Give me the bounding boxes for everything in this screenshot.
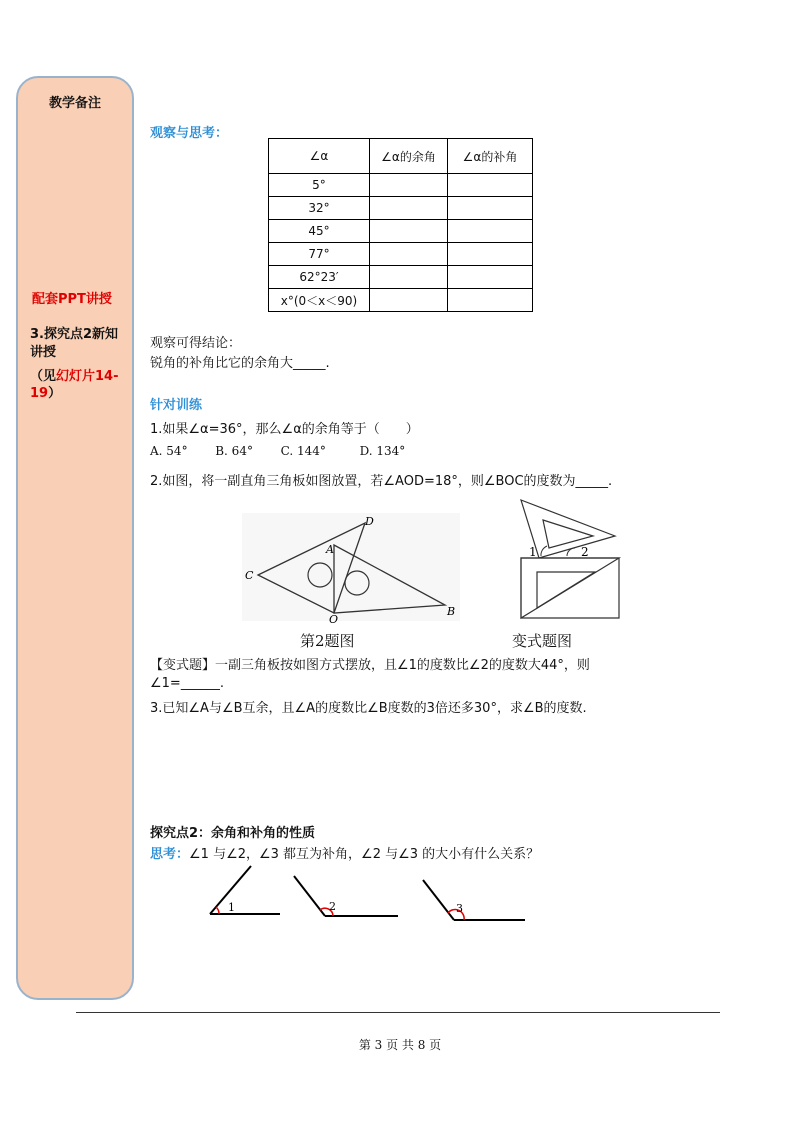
table-cell-blank	[370, 266, 448, 289]
angle-table	[268, 138, 533, 312]
label-a: A	[326, 543, 334, 556]
slide-ref-close: ）	[48, 386, 62, 401]
variant-figure-caption: 变式题图	[512, 632, 573, 650]
table-cell-blank	[448, 197, 533, 220]
page-footer: 第 3 页 共 8 页	[358, 1038, 442, 1052]
label-d: D	[365, 515, 374, 528]
option-d: D. 134°	[359, 444, 406, 458]
table-cell: 32°	[269, 197, 370, 220]
table-row	[269, 266, 533, 289]
slide-ref-slides: 幻灯片14-19	[30, 369, 119, 401]
label-o: O	[329, 613, 339, 625]
table-cell: x°(0＜x＜90)	[269, 289, 370, 312]
table-cell: 45°	[269, 220, 370, 243]
section-label: 3.探究点2新知讲授	[30, 327, 119, 360]
angle-2-diagram	[294, 876, 398, 916]
table-cell-blank	[448, 220, 533, 243]
angle-1-diagram	[210, 866, 280, 914]
table-cell-blank	[370, 289, 448, 312]
table-cell-blank	[370, 243, 448, 266]
table-cell: 62°23′	[269, 266, 370, 289]
angle-diagrams	[205, 862, 535, 932]
angle-3-label: 3	[456, 902, 463, 915]
label-c: C	[245, 569, 254, 582]
q1-options	[150, 444, 405, 458]
question-1: 1.如果∠α=36°，那么∠α的余角等于（ ）	[150, 422, 419, 437]
slide-reference	[30, 368, 130, 402]
angle-2-label: 2	[329, 900, 336, 913]
angle-1-arc	[216, 907, 219, 914]
explore-heading: 探究点2：余角和补角的性质	[150, 826, 316, 841]
table-cell-blank	[370, 174, 448, 197]
sidebar-title: 教学备注	[48, 96, 101, 111]
table-header: ∠α	[269, 139, 370, 174]
table-cell-blank	[448, 266, 533, 289]
table-row	[269, 174, 533, 197]
option-b: B. 64°	[215, 444, 253, 458]
footer-divider	[76, 1012, 720, 1013]
question-3: 3.已知∠A与∠B互余，且∠A的度数比∠B度数的3倍还多30°，求∠B的度数.	[150, 701, 587, 716]
variant-label-2: 2	[581, 545, 589, 559]
think-text: ∠1 与∠2，∠3 都互为补角，∠2 与∠3 的大小有什么关系？	[189, 847, 540, 862]
angle-1-label: 1	[228, 901, 235, 914]
option-a: A. 54°	[150, 444, 188, 458]
figure-2-diagram	[240, 505, 465, 625]
option-c: C. 144°	[280, 444, 326, 458]
table-cell: 5°	[269, 174, 370, 197]
table-cell-blank	[448, 243, 533, 266]
conclusion-text: 锐角的补角比它的余角大_____.	[150, 356, 330, 371]
figure-2-caption: 第2题图	[300, 632, 355, 650]
think-line	[150, 843, 539, 862]
variant-label-1: 1	[529, 545, 537, 559]
table-header-row	[269, 139, 533, 174]
angle-3-diagram	[423, 880, 525, 920]
variant-figure-diagram	[515, 498, 625, 620]
variant-question-line2: ∠1=______.	[150, 676, 224, 691]
think-label: 思考：	[150, 847, 190, 862]
table-row	[269, 289, 533, 312]
table-cell-blank	[370, 220, 448, 243]
label-b: B	[447, 605, 456, 618]
teaching-notes-sidebar	[16, 76, 134, 1000]
observe-heading: 观察与思考：	[150, 126, 229, 141]
table-header: ∠α的补角	[448, 139, 533, 174]
slide-ref-open: （见	[30, 369, 57, 384]
table-cell-blank	[448, 289, 533, 312]
table-cell-blank	[448, 174, 533, 197]
table-header: ∠α的余角	[370, 139, 448, 174]
question-2: 2.如图，将一副直角三角板如图放置，若∠AOD=18°，则∠BOC的度数为_____.	[150, 474, 613, 489]
table-cell-blank	[370, 197, 448, 220]
table-row	[269, 243, 533, 266]
variant-question-line1: 【变式题】一副三角板按如图方式摆放，且∠1的度数比∠2的度数大44°，则	[150, 658, 590, 673]
ppt-label: 配套PPT讲授	[32, 292, 112, 307]
table-cell: 77°	[269, 243, 370, 266]
training-heading: 针对训练	[150, 398, 203, 413]
conclusion-label: 观察可得结论：	[150, 336, 242, 351]
table-row	[269, 197, 533, 220]
table-row	[269, 220, 533, 243]
